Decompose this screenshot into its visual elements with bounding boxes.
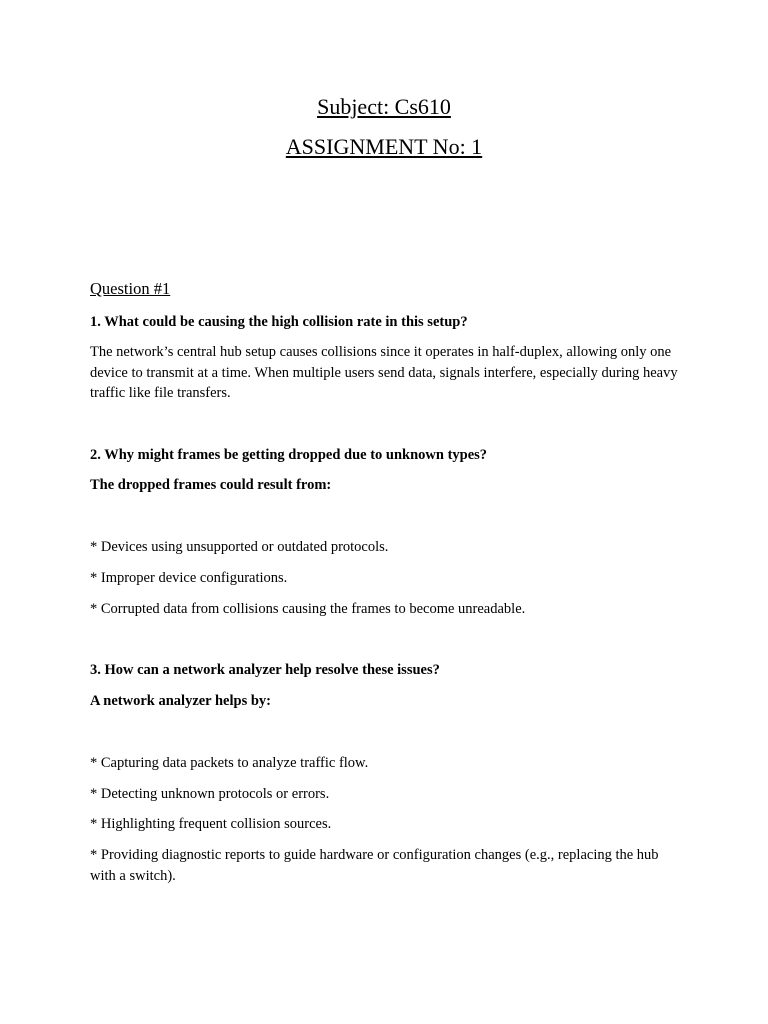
question-3-intro: A network analyzer helps by: [90, 693, 271, 709]
question-1-answer: The network’s central hub setup causes collisions since it operates in half-duplex, allowing only one device to transmit at a time. When multiple users send data, signals interfere, especially during heavy traffic like file transfers. [90, 344, 678, 401]
question-2-text: 2. Why might frames be getting dropped due to unknown types? [90, 447, 488, 463]
list-item: * Detecting unknown protocols or errors. [90, 786, 330, 802]
assignment-title: ASSIGNMENT No: 1 [285, 134, 483, 159]
question-1-text: 1. What could be causing the high collision rate in this setup? [90, 314, 468, 330]
list-item: * Corrupted data from collisions causing the frames to become unreadable. [90, 601, 526, 617]
question-3-text: 3. How can a network analyzer help resolve these issues? [90, 662, 440, 678]
question-heading: Question #1 [90, 279, 171, 298]
list-item: * Providing diagnostic reports to guide hardware or configuration changes (e.g., replacing the hub with a switch). [90, 847, 659, 884]
subject-title: Subject: Cs610 [317, 94, 451, 119]
list-item: * Highlighting frequent collision sources. [90, 816, 332, 832]
list-item: * Devices using unsupported or outdated protocols. [90, 539, 389, 555]
list-item: * Capturing data packets to analyze traffic flow. [90, 755, 369, 771]
list-item: * Improper device configurations. [90, 570, 288, 586]
question-2-intro: The dropped frames could result from: [90, 477, 332, 493]
